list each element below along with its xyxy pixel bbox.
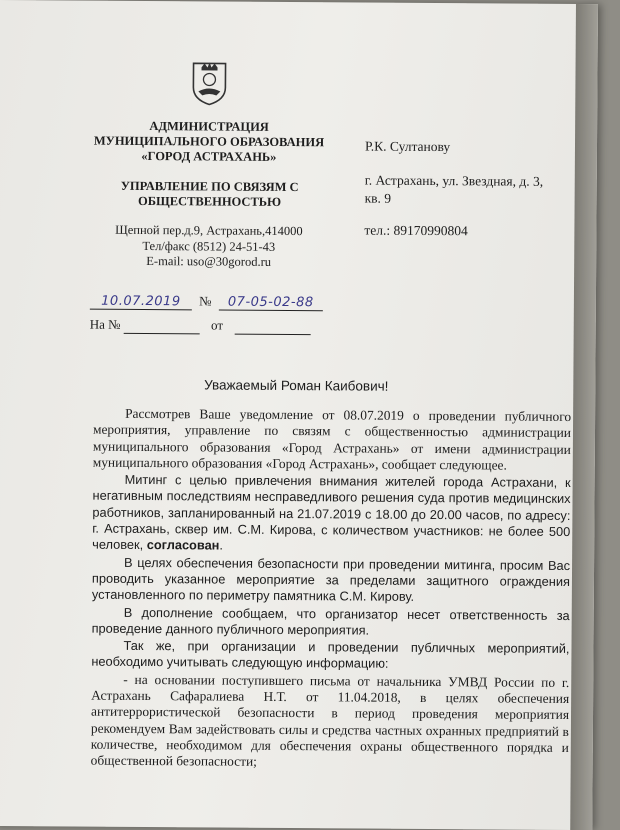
paragraph-2: Митинг с целью привлечения внимания жителей города Астрахани, к негативным последствиям несправедливого решения суда против медицинских работников, запланированный на 21.07.2019 с 18.00 до 20.00 часов, по адресу: г. Астрахань, сквер им. С.М. Кирова, с количеством участников: не более 500 человек, согласован.: [92, 472, 571, 553]
paragraph-1: Рассмотрев Ваше уведомление от 08.07.2019 о проведении публичного мероприятия, управление по связям с общественностью администрации муниципального образования «Город Астрахань» от имени администрации муниципального образования «Город Астрахань», сообщает следующее.: [92, 405, 572, 473]
paragraph-3: В целях обеспечения безопасности при проведении митинга, просим Вас проводить указанное мероприятие за пределами защитного ограждения установленного по периметру памятника С.М. Кирову.: [91, 554, 571, 605]
paragraph-5: Так же, при организации и проведении публичных мероприятий, необходимо учитывать следующую информацию:: [91, 638, 570, 672]
recipient-address: г. Астрахань, ул. Звездная, д. 3, кв. 9: [364, 172, 544, 206]
sender-address: Щепной пер.д.9, Астрахань,414000: [115, 222, 303, 239]
sender-contacts: [96, 223, 321, 271]
sender-organization: АДМИНИСТРАЦИЯ МУНИЦИПАЛЬНОГО ОБРАЗОВАНИЯ «ГОРОД АСТРАХАНЬ»: [93, 119, 325, 164]
letter-body: [91, 406, 572, 773]
registration-number: 07-05-02-88: [219, 295, 323, 312]
city-coat-of-arms-icon: [191, 59, 227, 105]
salutation: Уважаемый Роман Каибович!: [204, 377, 389, 394]
registration-date: 10.07.2019: [90, 294, 192, 311]
sender-phone: Тел/факс (8512) 24-51-43: [142, 238, 276, 254]
recipient-name: Р.К. Султанову: [364, 138, 451, 155]
registration-line: [90, 293, 330, 312]
recipient-phone: тел.: 89170990804: [364, 222, 468, 239]
approval-status: согласован: [146, 537, 220, 553]
reference-line: На № от: [90, 317, 311, 336]
paragraph-6: - на основании поступившего письма от начальника УМВД России по г. Астрахань Сафаралиева Н.Т. от 11.04.2018, в целях обеспечения антитеррористической безопасности в период проведения мероприятия рекомендуем Вам задействовать силы и средства частных охранных предприятий в количестве, необходимом для обеспечения охраны общественного порядка и общественной безопасности;: [90, 671, 570, 770]
sender-email: E-mail: uso@30gorod.ru: [146, 254, 272, 269]
number-sign: №: [199, 293, 212, 309]
sender-department: УПРАВЛЕНИЕ ПО СВЯЗЯМ С ОБЩЕСТВЕННОСТЬЮ: [120, 178, 299, 209]
page-edge: [570, 4, 598, 830]
paragraph-4: В дополнение сообщаем, что организатор несет ответственность за проведение данного публичного мероприятия.: [91, 604, 570, 638]
